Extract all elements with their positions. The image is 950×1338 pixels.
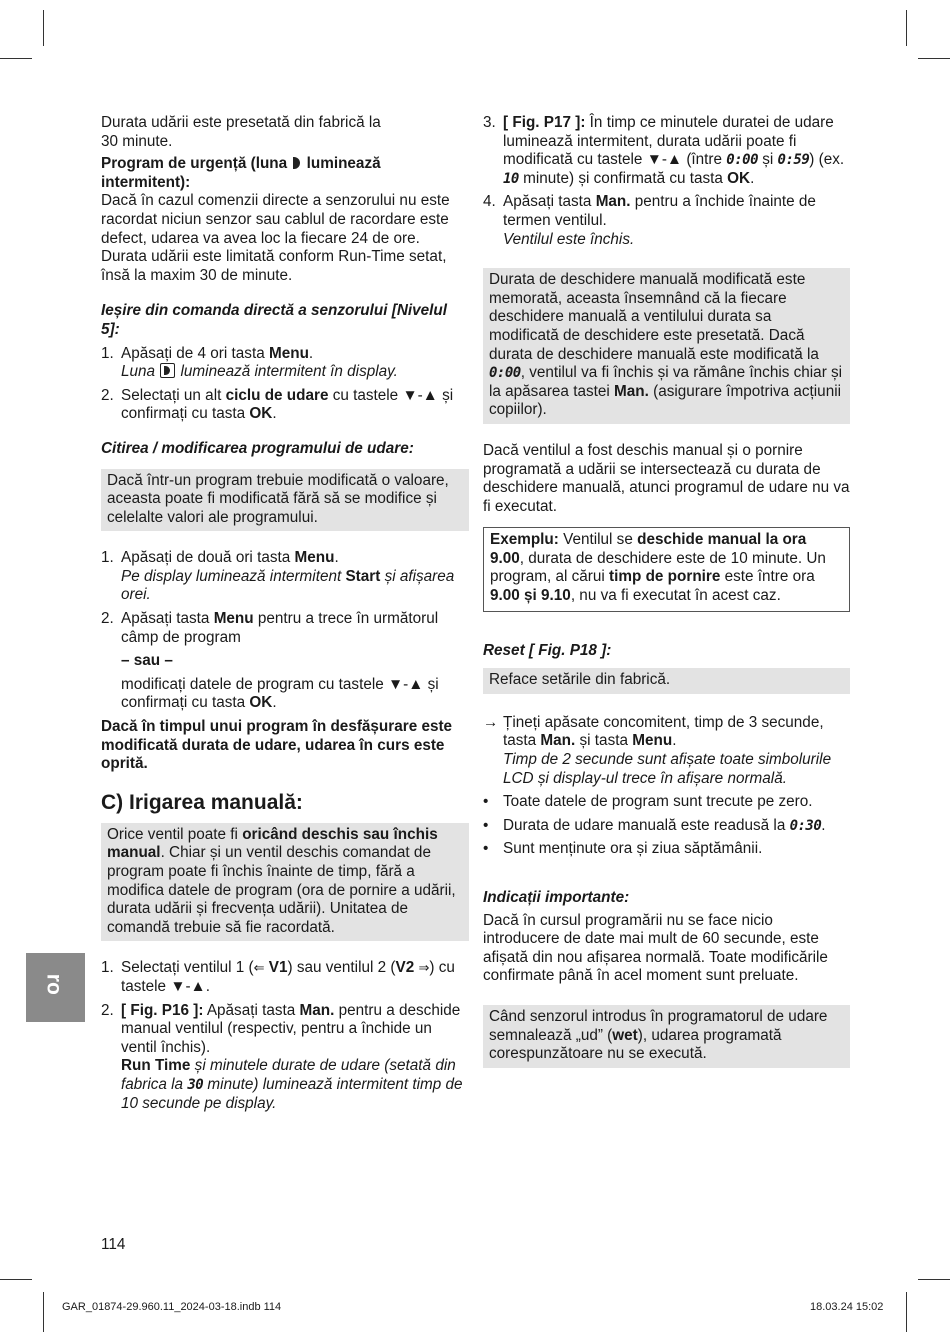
step-number: 3. (483, 114, 496, 131)
crop-mark (0, 58, 32, 59)
text: . (672, 732, 677, 750)
text: modificați datele de program cu tastele ▼-▲ și confirmați cu tasta (121, 675, 439, 712)
lcd-value: 0:00 (726, 152, 758, 169)
text: și afișarea orei. (121, 567, 455, 604)
bullet-item (483, 817, 850, 836)
text: Apăsați tasta (203, 1001, 300, 1019)
text: ) cu tastele ▼-▲. (121, 959, 455, 995)
text: Apăsați tasta (121, 610, 214, 628)
crop-mark (43, 10, 44, 46)
ok-key: OK (727, 169, 751, 187)
step-number: 2. (101, 386, 114, 404)
text: Durata de udare manuală este readusă la (503, 816, 790, 834)
urgent-text: Dacă în cazul comenzii directe a senzorului nu este racordat niciun senzor sau cablul de racordare este defect, udarea va avea loc la fiecare 24 de ore. Durata udării este limitată conform Run-Time setat, însă la maxim 30 de minute. (101, 192, 450, 284)
man-key: Man. (299, 1001, 335, 1019)
reset-step (483, 714, 850, 788)
left-column (101, 114, 469, 1113)
important-title: Indicații importante: (483, 889, 630, 906)
step-number: 2. (101, 1001, 114, 1019)
reset-title: Reset [ Fig. P18 ]: (483, 641, 612, 659)
text: Timp de 2 secunde sunt afișate toate simbolurile LCD și display-ul trece în afișare normală. (503, 751, 832, 787)
text: . Chiar și un ventil deschis comandat de program poate fi închis înainte de timp, fără a modifica datele de program (ora de pornire a udării, durata udării și frecvența udării). Unitatea de comandă trebuie să fie racordată. (107, 844, 456, 936)
crop-mark (918, 58, 950, 59)
lcd-value: 0:00 (489, 365, 521, 382)
text: Luna (121, 363, 160, 381)
figure-ref: [ Fig. P16 ]: (121, 1001, 204, 1019)
text: Exemplu: (490, 531, 559, 549)
text: Ventilul este închis. (503, 230, 635, 248)
bullet-item (483, 793, 850, 812)
text: Durata de deschidere manuală modificată este memorată, aceasta însemnând că la fiecare deschidere manuală a ventilului durata sa modificată de deschidere este presetată. Dacă durata de deschidere manuală este modificată la (489, 271, 819, 363)
text: Pe display luminează intermitent (121, 567, 346, 585)
text: În timp ce minutele duratei de udare luminează intermitent, durata udării poate fi modificată cu tastele ▼-▲ (între (503, 114, 834, 169)
valve-2-label: V2 (395, 959, 415, 977)
text: Reface setările din fabrică. (489, 671, 671, 689)
bullet: • (483, 840, 489, 858)
man-key: Man. (595, 193, 631, 211)
language-code: ro (42, 973, 66, 995)
text: cu tastele ▼-▲ și confirmați cu tasta (121, 386, 454, 423)
menu-key: Menu (294, 549, 335, 567)
crop-mark (906, 10, 907, 46)
text: deschide manual la ora 9.00 (490, 531, 807, 567)
crop-mark (43, 1292, 44, 1332)
figure-ref: [ Fig. P17 ]: (503, 114, 586, 131)
text: Apăsați tasta (503, 193, 596, 211)
valve-1-label: V1 (268, 959, 288, 977)
lcd-value: 0:59 (777, 152, 810, 169)
menu-key: Menu (632, 732, 673, 750)
text: minute) luminează intermitent timp de 10 secunde pe display. (121, 1075, 463, 1112)
step-number: 2. (101, 610, 114, 628)
text: ) sau ventilul 2 ( (287, 959, 396, 977)
footer-date: 18.03.24 15:02 (810, 1301, 884, 1313)
arrow-left-icon: ⇐ (253, 960, 265, 976)
read-step-1 (101, 549, 469, 605)
man-key: Man. (540, 732, 576, 750)
text: Dacă într-un program trebuie modificată o valoare, aceasta poate fi modificată fără să se modifice și celelalte valori ale programului. (107, 471, 449, 526)
text: și minutele durate de udare (setată din fabrica la (121, 1057, 456, 1093)
menu-key: Menu (213, 610, 254, 628)
ok-key: OK (249, 405, 273, 423)
text: Orice ventil poate fi (107, 825, 243, 843)
lcd-value: 30 (187, 1076, 204, 1093)
manual-note (101, 823, 469, 942)
text: Ventilul se (558, 531, 638, 549)
text: , durata de deschidere este de 10 minute. Un program, al cărui (490, 549, 826, 586)
crop-mark (906, 1292, 907, 1332)
intersect-text: Dacă ventilul a fost deschis manual și o pornire programată a udării se intersectează cu durata de deschidere manuală, atunci programul de udare nu va fi executat. (483, 441, 850, 515)
arrow-right-icon: → (483, 713, 499, 731)
text: luminează intermitent în display. (176, 363, 398, 381)
sensor-note (483, 1005, 850, 1068)
language-tab (26, 953, 85, 1022)
text: oricând deschis sau închis manual (107, 825, 438, 862)
exit-step-1 (101, 345, 469, 382)
text: ), udarea programată corespunzătoare nu se execută. (489, 1026, 782, 1063)
text: Sunt menținute ora și ziua săptămânii. (503, 840, 763, 858)
manual-step-2 (101, 1002, 469, 1114)
text: . (272, 405, 277, 423)
bullet-item (483, 840, 850, 859)
text: pentru a închide înainte de termen ventilul. (503, 193, 816, 229)
text: . (334, 549, 339, 567)
right-column (483, 114, 850, 1068)
read-step-2 (101, 610, 469, 713)
read-title: Citirea / modificarea programului de udare: (101, 439, 414, 457)
urgent-title (101, 155, 469, 192)
text: Selectați un alt (121, 386, 226, 404)
lcd-value: 10 (503, 170, 519, 187)
text: Start (345, 567, 381, 585)
important-text: Dacă în cursul programării nu se face nicio introducere de date mai mult de 60 secunde, este afișată din nou afișarea normală. Toate modificările confirmate până în acel moment sunt preluate. (483, 911, 828, 985)
step-number: 1. (101, 344, 114, 362)
manual-step-4 (483, 193, 850, 249)
text: Run Time (121, 1057, 191, 1075)
reset-note (483, 668, 850, 694)
intro-text: Durata udării este presetată din fabrică la 30 minute. (101, 114, 381, 150)
text: Selectați ventilul 1 ( (121, 959, 254, 977)
man-key: Man. (614, 382, 649, 400)
moon-icon (293, 157, 300, 169)
text: pentru a deschide manual ventilul (respectiv, pentru a închide un ventil închis). (121, 1001, 461, 1056)
text: . (272, 694, 277, 712)
memo-note (483, 268, 850, 424)
text: și (758, 151, 778, 169)
menu-key: Menu (268, 344, 309, 362)
arrow-right-icon: ⇒ (418, 960, 430, 976)
exit-title: Ieșire din comanda directă a senzorului [Nivelul 5]: (101, 302, 447, 338)
exit-step-2 (101, 387, 469, 424)
text: . (308, 344, 314, 362)
manual-step-1 (101, 959, 469, 996)
text: . (750, 169, 755, 187)
text: Toate datele de program sunt trecute pe zero. (503, 793, 813, 811)
text: . (821, 816, 826, 834)
text: wet (612, 1026, 638, 1044)
text: ) (ex. (809, 151, 845, 169)
text: ciclu de udare (225, 386, 329, 404)
text: pentru a trece în următorul câmp de program (121, 610, 439, 646)
example-box (483, 527, 850, 611)
text: Apăsați de 4 ori tasta (121, 344, 269, 362)
crop-mark (0, 1279, 32, 1280)
step-number: 1. (101, 549, 114, 567)
text: Țineți apăsate concomitent, timp de 3 secunde, tasta (503, 713, 824, 750)
text: și tasta (575, 732, 633, 750)
bullet: • (483, 793, 489, 811)
read-warning: Dacă în timpul unui program în desfășurare este modificată durata de udare, udarea în curs este oprită. (101, 718, 453, 773)
urgent-title-b: luminează intermitent): (101, 155, 381, 191)
read-note (101, 469, 469, 532)
text: (asigurare împotriva acțiunii copiilor). (489, 382, 841, 419)
page-number: 114 (101, 1236, 126, 1253)
text: timp de pornire (609, 568, 721, 586)
text: , nu va fi executat în acest caz. (570, 587, 781, 605)
bullet: • (483, 816, 489, 834)
section-heading: C) Irigarea manuală: (101, 790, 303, 814)
or-separator: – sau – (121, 652, 173, 670)
moon-icon (160, 363, 175, 378)
crop-mark (918, 1279, 950, 1280)
urgent-title-a: Program de urgență (luna (101, 155, 292, 173)
footer-file: GAR_01874-29.960.11_2024-03-18.indb 114 (62, 1301, 282, 1313)
text: 9.00 și 9.10 (490, 587, 571, 605)
lcd-value: 0:30 (789, 817, 822, 834)
text: Când senzorul introdus în programatorul de udare semnalează „ud” ( (489, 1007, 828, 1044)
manual-step-3 (483, 114, 850, 188)
text: minute) și confirmată cu tasta (518, 169, 728, 187)
read-step-2-alt (121, 676, 469, 713)
text: este între ora (720, 568, 815, 586)
step-number: 1. (101, 959, 114, 977)
ok-key: OK (249, 694, 273, 712)
step-number: 4. (483, 193, 496, 211)
text: , ventilul va fi închis și va rămâne închis chiar și la apăsarea tastei (489, 364, 843, 400)
text: Apăsați de două ori tasta (121, 549, 295, 567)
